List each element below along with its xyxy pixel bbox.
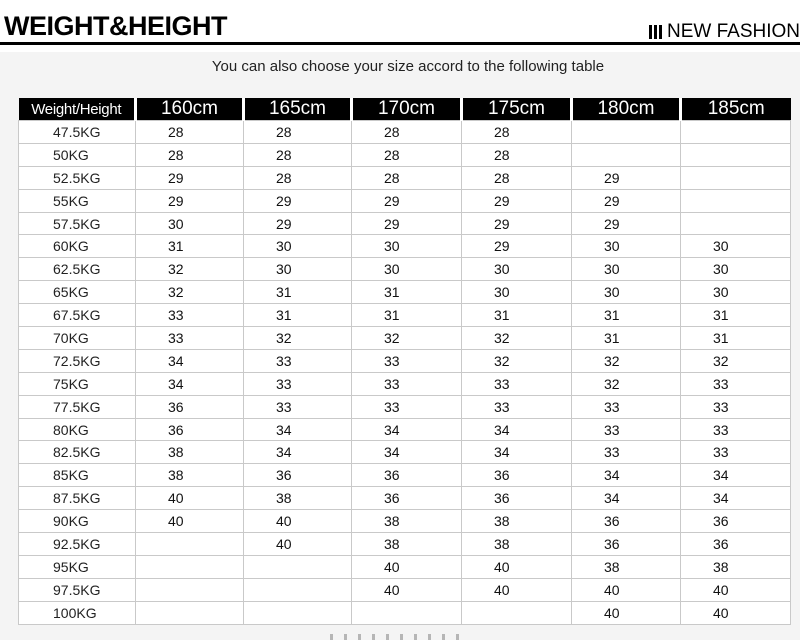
size-cell: 33 [572,441,681,464]
size-cell: 33 [352,395,462,418]
size-cell: 28 [352,121,462,144]
size-cell: 34 [681,487,791,510]
table-row [19,487,791,510]
size-cell: 38 [136,464,244,487]
size-cell: 36 [462,487,572,510]
size-cell: 34 [352,418,462,441]
size-cell: 32 [462,349,572,372]
weight-cell: 85KG [19,464,136,487]
size-cell [136,533,244,556]
table-row [19,304,791,327]
table-row [19,555,791,578]
size-cell: 33 [244,372,352,395]
triple-bar-icon [649,25,662,39]
table-row [19,578,791,601]
size-cell: 28 [462,166,572,189]
size-cell: 36 [136,395,244,418]
size-cell: 40 [681,601,791,624]
size-cell: 28 [244,143,352,166]
size-cell: 34 [244,418,352,441]
weight-cell: 72.5KG [19,349,136,372]
table-row [19,395,791,418]
table-row [19,372,791,395]
size-cell: 32 [244,327,352,350]
corner-header: Weight/Height [19,98,136,121]
size-cell: 29 [572,189,681,212]
size-cell: 31 [681,327,791,350]
size-chart-table [18,98,791,625]
size-cell: 31 [681,304,791,327]
weight-cell: 75KG [19,372,136,395]
size-cell: 29 [352,212,462,235]
table-body [19,121,791,625]
table-row [19,166,791,189]
table-row [19,510,791,533]
table-row [19,601,791,624]
size-cell [681,121,791,144]
size-cell: 38 [136,441,244,464]
weight-cell: 90KG [19,510,136,533]
column-header: 160cm [136,98,244,121]
size-cell: 30 [681,258,791,281]
size-cell: 31 [136,235,244,258]
size-cell [244,578,352,601]
size-chart-instruction: You can also choose your size accord to the following table [211,58,605,75]
size-cell: 36 [352,464,462,487]
size-cell: 33 [681,372,791,395]
size-cell: 29 [136,166,244,189]
size-cell [244,555,352,578]
size-cell: 38 [462,510,572,533]
table-row [19,189,791,212]
size-cell: 28 [244,121,352,144]
size-cell: 30 [462,258,572,281]
size-cell: 31 [462,304,572,327]
size-cell [244,601,352,624]
weight-cell: 92.5KG [19,533,136,556]
size-cell: 34 [136,349,244,372]
column-header: 180cm [572,98,681,121]
size-cell [352,601,462,624]
size-cell: 30 [572,258,681,281]
size-cell: 38 [244,487,352,510]
weight-cell: 65KG [19,281,136,304]
weight-cell: 67.5KG [19,304,136,327]
table-row [19,533,791,556]
size-cell: 34 [462,418,572,441]
size-cell: 29 [352,189,462,212]
size-cell: 32 [681,349,791,372]
size-cell: 29 [572,166,681,189]
size-cell: 28 [352,143,462,166]
size-cell: 36 [462,464,572,487]
size-cell: 30 [572,281,681,304]
size-cell: 34 [572,487,681,510]
column-header: 170cm [352,98,462,121]
size-cell: 38 [462,533,572,556]
size-cell: 28 [136,121,244,144]
weight-cell: 70KG [19,327,136,350]
size-cell: 33 [462,372,572,395]
size-cell: 40 [352,555,462,578]
size-cell: 40 [136,510,244,533]
size-cell: 31 [352,281,462,304]
size-cell: 30 [572,235,681,258]
weight-cell: 60KG [19,235,136,258]
size-cell [136,578,244,601]
size-cell: 34 [244,441,352,464]
size-cell: 34 [681,464,791,487]
size-cell: 33 [572,418,681,441]
size-cell: 40 [681,578,791,601]
size-cell: 36 [681,533,791,556]
size-cell: 28 [462,121,572,144]
table-row [19,121,791,144]
size-cell [462,601,572,624]
size-cell: 31 [572,327,681,350]
size-cell: 33 [462,395,572,418]
weight-cell: 87.5KG [19,487,136,510]
size-cell: 36 [572,533,681,556]
size-cell: 30 [681,235,791,258]
weight-cell: 77.5KG [19,395,136,418]
size-cell: 32 [462,327,572,350]
weight-cell: 50KG [19,143,136,166]
size-cell: 38 [681,555,791,578]
page-header [0,0,800,46]
size-cell: 38 [352,533,462,556]
size-cell: 31 [352,304,462,327]
size-cell: 31 [572,304,681,327]
size-cell: 36 [352,487,462,510]
size-cell: 34 [462,441,572,464]
size-cell: 33 [352,349,462,372]
weight-cell: 55KG [19,189,136,212]
size-cell: 29 [136,189,244,212]
weight-cell: 47.5KG [19,121,136,144]
size-cell: 29 [572,212,681,235]
weight-cell: 100KG [19,601,136,624]
size-cell: 32 [136,258,244,281]
weight-cell: 57.5KG [19,212,136,235]
size-cell: 40 [462,578,572,601]
table-row [19,143,791,166]
table-row [19,418,791,441]
size-cell [681,212,791,235]
size-cell: 32 [136,281,244,304]
header-divider [0,42,800,45]
size-cell: 36 [572,510,681,533]
size-cell: 40 [136,487,244,510]
size-cell: 36 [136,418,244,441]
size-cell: 28 [244,166,352,189]
size-cell [681,189,791,212]
weight-cell: 97.5KG [19,578,136,601]
size-cell: 28 [462,143,572,166]
size-cell: 33 [136,327,244,350]
weight-cell: 62.5KG [19,258,136,281]
table-row [19,464,791,487]
column-header: 185cm [681,98,791,121]
table-row [19,349,791,372]
size-cell: 30 [352,235,462,258]
size-cell [136,555,244,578]
column-header: 165cm [244,98,352,121]
size-cell: 29 [244,212,352,235]
weight-cell: 80KG [19,418,136,441]
size-cell: 33 [681,441,791,464]
size-cell: 30 [136,212,244,235]
size-cell: 40 [572,601,681,624]
table-row [19,327,791,350]
size-cell: 36 [244,464,352,487]
size-cell: 36 [681,510,791,533]
size-cell: 30 [352,258,462,281]
brand-name: NEW FASHION [666,21,800,42]
weight-cell: 52.5KG [19,166,136,189]
size-cell: 40 [462,555,572,578]
table-row [19,441,791,464]
table-row [19,281,791,304]
size-cell: 33 [136,304,244,327]
size-cell: 34 [136,372,244,395]
size-cell: 38 [572,555,681,578]
size-cell [136,601,244,624]
weight-cell: 82.5KG [19,441,136,464]
size-cell: 28 [352,166,462,189]
size-cell [681,166,791,189]
size-cell: 30 [244,258,352,281]
size-cell: 30 [681,281,791,304]
size-cell: 32 [572,372,681,395]
size-cell: 30 [244,235,352,258]
table-row [19,235,791,258]
size-cell: 30 [462,281,572,304]
size-cell: 29 [462,235,572,258]
table-row [19,212,791,235]
table-header-row [19,98,791,121]
size-cell: 28 [136,143,244,166]
size-cell: 40 [244,510,352,533]
size-cell: 33 [352,372,462,395]
size-cell: 33 [244,395,352,418]
size-cell: 34 [572,464,681,487]
size-cell: 34 [352,441,462,464]
size-cell [572,143,681,166]
size-cell [681,143,791,166]
size-cell: 29 [462,212,572,235]
page-title: WEIGHT&HEIGHT [4,11,227,41]
size-cell: 40 [572,578,681,601]
weight-cell: 95KG [19,555,136,578]
size-cell: 33 [244,349,352,372]
cropped-footer-text [330,634,470,640]
size-cell: 29 [244,189,352,212]
size-cell: 33 [681,395,791,418]
column-header: 175cm [462,98,572,121]
size-cell: 33 [572,395,681,418]
size-cell: 31 [244,304,352,327]
table-row [19,258,791,281]
size-cell: 40 [244,533,352,556]
size-cell: 40 [352,578,462,601]
size-cell: 29 [462,189,572,212]
size-cell [572,121,681,144]
size-cell: 32 [352,327,462,350]
brand-logo [649,21,800,43]
size-cell: 31 [244,281,352,304]
size-cell: 33 [681,418,791,441]
size-cell: 32 [572,349,681,372]
size-cell: 38 [352,510,462,533]
